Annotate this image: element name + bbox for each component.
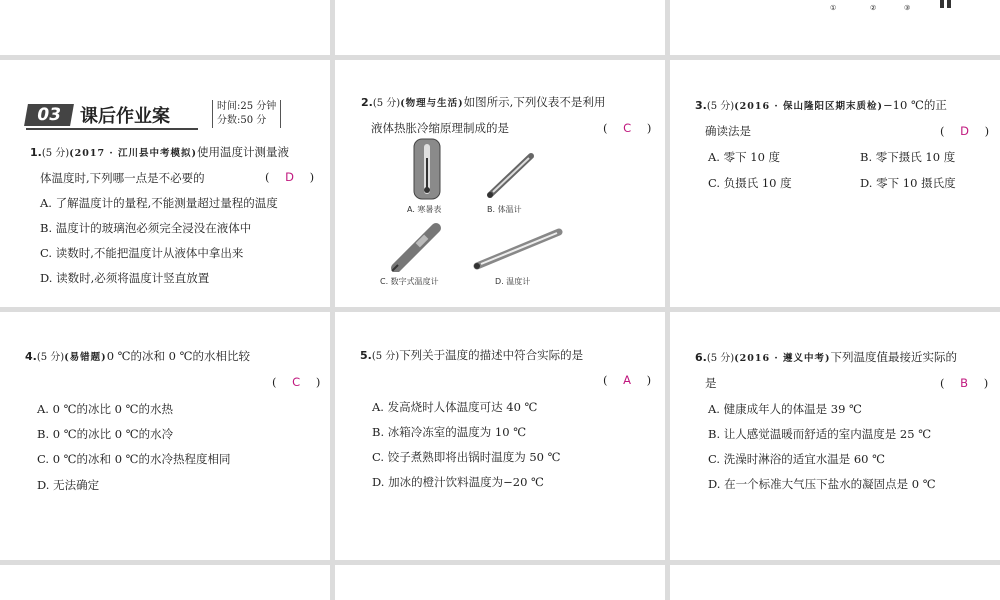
q5-stem-line1: 下列关于温度的描述中符合实际的是 (399, 348, 584, 362)
lab-thermometer-image (473, 228, 563, 270)
q4-stem-line1: 0 ℃的冰和 0 ℃的水相比较 (106, 349, 251, 363)
q4-option-d: D. 无法确定 (37, 478, 100, 492)
q2-caption-b: B. 体温计 (487, 205, 522, 214)
q3-points: (5 分) (706, 101, 735, 112)
section-title: 课后作业案 (80, 106, 170, 127)
q1-option-b: B. 温度计的玻璃泡必须完全浸没在液体中 (40, 221, 252, 235)
q1-answer: D (285, 170, 295, 184)
section-header (26, 100, 198, 130)
q3-answer-bracket: ( D ) (940, 124, 990, 138)
q3-option-b: B. 零下摄氏 10 度 (860, 150, 956, 164)
q6-stem-line1: 下列温度值最接近实际的 (830, 350, 958, 364)
q6-option-b: B. 让人感觉温暖而舒适的室内温度是 25 ℃ (708, 427, 932, 441)
q3-source: (2016 · 保山隆阳区期末质检) (734, 101, 884, 112)
q5-points: (5 分) (371, 351, 400, 362)
q4-stem (25, 344, 325, 370)
q3-option-d: D. 零下 10 摄氏度 (860, 176, 956, 190)
q4-points: (5 分) (36, 352, 65, 363)
q4-option-c: C. 0 ℃的冰和 0 ℃的水冷热程度相同 (37, 452, 231, 466)
section-underline (26, 128, 198, 130)
q3-answer: D (960, 124, 970, 138)
q6-source: (2016 · 遵义中考) (734, 353, 831, 364)
wall-thermometer-image (413, 138, 441, 200)
panel-top-left (0, 0, 330, 55)
q2-caption-c: C. 数字式温度计 (380, 277, 439, 286)
q4-source: (易错题) (64, 352, 107, 363)
q5-option-d: D. 加冰的橙汁饮料温度为−20 ℃ (372, 475, 544, 489)
q2-number: 2. (361, 96, 373, 109)
panel-top-right (670, 0, 1000, 55)
figure-fragment-icon (940, 0, 944, 8)
q5-answer: A (623, 373, 632, 387)
q2-stem-line2: 液体热胀冷缩原理制成的是 (371, 121, 509, 135)
q2-stem-line1: 如图所示,下列仪表不是利用 (463, 95, 606, 109)
q2-caption-a: A. 寒暑表 (407, 205, 442, 214)
circle-num-icon-1: ① (830, 4, 837, 12)
q5-answer-bracket: ( A ) (603, 373, 652, 387)
panel-bottom-right (670, 565, 1000, 600)
q3-option-a: A. 零下 10 度 (708, 150, 781, 164)
q5-option-c: C. 饺子煮熟即将出锅时温度为 50 ℃ (372, 450, 561, 464)
panel-bottom-left (0, 565, 330, 600)
q6-option-a: A. 健康成年人的体温是 39 ℃ (708, 402, 862, 416)
q6-stem-line2: 是 (705, 376, 717, 390)
q3-option-c: C. 负摄氏 10 度 (708, 176, 792, 190)
panel-question-4 (0, 312, 330, 560)
digital-thermometer-image (390, 222, 442, 272)
panel-top-middle (335, 0, 665, 55)
q1-answer-bracket: ( D ) (265, 170, 315, 184)
q6-answer-bracket: ( B ) (940, 376, 989, 390)
panel-bottom-middle (335, 565, 665, 600)
q1-option-a: A. 了解温度计的量程,不能测量超过量程的温度 (40, 196, 278, 210)
q5-number: 5. (360, 349, 372, 362)
section-number: 03 (24, 104, 74, 126)
figure-fragment-icon-2 (947, 0, 951, 8)
time-score-box (212, 100, 281, 128)
time-limit: 时间:25 分钟 (217, 101, 277, 112)
q3-stem-line2: 确读法是 (705, 124, 751, 138)
q4-option-b: B. 0 ℃的冰比 0 ℃的水冷 (37, 427, 174, 441)
panel-question-2 (335, 60, 665, 307)
panel-question-5 (335, 312, 665, 560)
q4-answer-bracket: ( C ) (272, 375, 321, 389)
q1-option-d: D. 读数时,必须将温度计竖直放置 (40, 271, 210, 285)
q3-stem-line1: −10 ℃的正 (883, 98, 947, 112)
q6-option-c: C. 洗澡时淋浴的适宜水温是 60 ℃ (708, 452, 886, 466)
q1-stem-line2: 体温度时,下列哪一点是不必要的 (40, 171, 205, 185)
q6-points: (5 分) (706, 353, 735, 364)
q5-option-a: A. 发高烧时人体温度可达 40 ℃ (372, 400, 538, 414)
q1-points: (5 分) (41, 148, 70, 159)
q6-number: 6. (695, 351, 707, 364)
q4-option-a: A. 0 ℃的冰比 0 ℃的水热 (37, 402, 173, 416)
q1-number: 1. (30, 146, 42, 159)
clinical-thermometer-image (485, 152, 535, 198)
q4-number: 4. (25, 350, 37, 363)
panel-question-1 (0, 60, 330, 307)
q2-answer: C (623, 121, 632, 135)
q2-source: (物理与生活) (400, 98, 464, 109)
q2-caption-d: D. 温度计 (495, 277, 531, 286)
total-score: 分数:50 分 (217, 115, 267, 126)
circle-num-icon-2: ② (870, 4, 877, 12)
panel-question-3 (670, 60, 1000, 307)
q1-source: (2017 · 江川县中考模拟) (69, 148, 198, 159)
q3-number: 3. (695, 99, 707, 112)
q1-option-c: C. 读数时,不能把温度计从液体中拿出来 (40, 246, 244, 260)
q4-answer: C (292, 375, 301, 389)
q6-option-d: D. 在一个标准大气压下盐水的凝固点是 0 ℃ (708, 477, 936, 491)
q2-points: (5 分) (372, 98, 401, 109)
q2-answer-bracket: ( C ) (603, 121, 652, 135)
circle-num-icon-3: ③ (904, 4, 911, 12)
q5-option-b: B. 冰箱冷冻室的温度为 10 ℃ (372, 425, 527, 439)
panel-question-6 (670, 312, 1000, 560)
q6-answer: B (960, 376, 969, 390)
q1-stem-line1: 使用温度计测量液 (197, 145, 290, 159)
q5-stem (360, 343, 660, 369)
top-right-icons (830, 0, 980, 16)
